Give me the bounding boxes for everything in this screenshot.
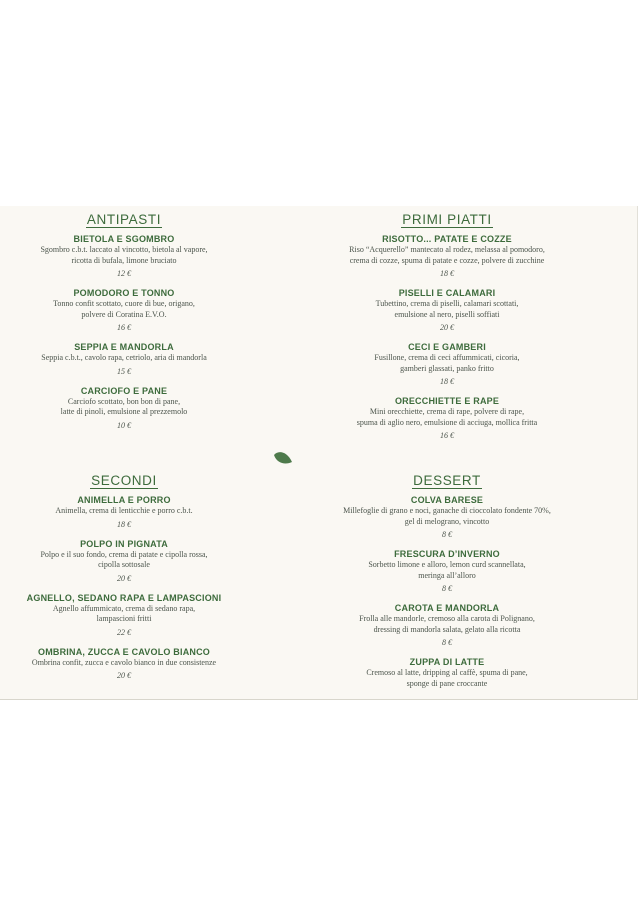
dish-price: 16 € [117, 323, 131, 332]
dish-price: 8 € [442, 530, 452, 539]
menu-item [2, 593, 246, 638]
section-title: DESSERT [413, 473, 481, 488]
menu-sheet [0, 206, 638, 700]
dish-name: BIETOLA E SGOMBRO [73, 234, 175, 244]
dish-description: Agnello affummicato, crema di sedano rapa, [52, 603, 196, 613]
dish-description: ricotta di bufala, limone bruciato [71, 255, 177, 265]
dish-description: spuma di aglio nero, emulsione di acciuga, mollica fritta [356, 417, 538, 427]
section-title: ANTIPASTI [86, 212, 162, 227]
dish-name: COLVA BARESE [410, 495, 484, 505]
dish-description: Millefoglie di grano e noci, ganache di cioccolato fondente 70%, [343, 506, 551, 515]
dish-description: meringa all’alloro [418, 570, 476, 580]
dish-price: 12 € [117, 269, 131, 278]
dish-price: 18 € [117, 519, 131, 529]
item-list [326, 234, 568, 441]
dish-description: gel di melograno, vincotto [404, 516, 490, 526]
dish-name: ANIMELLA E PORRO [77, 495, 171, 505]
menu-item [326, 396, 568, 441]
section-antipasti [2, 211, 246, 440]
dish-name: RISOTTO... PATATE E COZZE [382, 234, 512, 244]
dish-description: Ombrina confit, zucca e cavolo bianco in due consistenze [31, 657, 217, 667]
dish-price: 8 € [442, 584, 452, 593]
menu-item [2, 386, 246, 431]
menu-item [326, 657, 568, 689]
dish-name: PISELLI E CALAMARI [398, 288, 496, 298]
dish-description: Cremoso al latte, dripping al caffè, spuma di pane, [366, 668, 528, 677]
dish-price: 20 € [117, 671, 131, 680]
menu-item [2, 539, 246, 584]
dish-price: 16 € [440, 431, 454, 440]
menu-item [2, 342, 246, 377]
dish-name: POLPO IN PIGNATA [80, 538, 168, 549]
dish-description: emulsione al nero, piselli soffiati [394, 309, 500, 319]
item-list [2, 234, 246, 431]
item-list [326, 495, 568, 689]
section-title: SECONDI [91, 473, 157, 488]
dish-description: Tonno confit scottato, cuore di bue, origano, [53, 299, 195, 308]
dish-description: dressing di mandorla salata, gelato alla ricotta [373, 624, 521, 634]
section-title: PRIMI PIATTI [402, 212, 492, 227]
menu-item [326, 234, 568, 279]
dish-description: polvere di Coratina E.V.O. [81, 309, 167, 319]
dish-description: Carciofo scottato, bon bon di pane, [67, 396, 181, 406]
menu-item [326, 288, 568, 333]
dish-price: 15 € [117, 366, 131, 376]
dish-description: Sgombro c.b.t. laccato al vincotto, bietola al vapore, [40, 245, 208, 254]
menu-item [2, 234, 246, 279]
dish-description: Riso “Acquerello” mantecato al rodez, melassa al pomodoro, [349, 245, 545, 254]
dish-price: 10 € [117, 420, 131, 430]
dish-name: CECI E GAMBERI [408, 342, 486, 352]
menu-item [2, 647, 246, 682]
section-dessert [326, 472, 568, 698]
menu-item [2, 495, 246, 530]
dish-name: OMBRINA, ZUCCA E CAVOLO BIANCO [38, 646, 210, 657]
dish-description: Fusillone, crema di ceci affummicati, cicoria, [374, 353, 520, 362]
dish-name: CAROTA E MANDORLA [394, 603, 500, 613]
dish-description: Tubettino, crema di piselli, calamari scottati, [375, 299, 519, 308]
dish-price: 20 € [440, 323, 454, 332]
dish-price: 18 € [440, 377, 454, 386]
dish-description: Seppia c.b.t., cavolo rapa, cetriolo, aria di mandorla [41, 353, 207, 362]
dish-description: Sorbetto limone e alloro, lemon curd scannellata, [368, 560, 526, 569]
dish-description: sponge di pane croccante [406, 678, 488, 688]
leaf-icon [273, 450, 293, 466]
dish-description: Frolla alle mandorle, cremoso alla carota di Polignano, [359, 614, 535, 623]
dish-description: lampascioni fritti [96, 614, 152, 623]
menu-item [326, 603, 568, 648]
item-list [2, 495, 246, 681]
dish-name: CARCIOFO E PANE [80, 385, 168, 396]
menu-item [326, 342, 568, 387]
dish-name: ORECCHIETTE E RAPE [394, 396, 500, 406]
dish-price: 22 € [117, 627, 131, 637]
menu-item [2, 288, 246, 333]
dish-price: 18 € [440, 269, 454, 278]
dish-price: 20 € [117, 573, 131, 583]
dish-description: Animella, crema di lenticchie e porro c.b.t. [55, 506, 193, 515]
dish-description: gamberi glassati, panko fritto [400, 363, 494, 373]
dish-name: POMODORO E TONNO [73, 288, 175, 298]
section-primi-piatti [326, 211, 568, 450]
dish-description: cipolla sottosale [98, 560, 150, 569]
menu-item [326, 549, 568, 594]
dish-description: latte di pinoli, emulsione al prezzemolo [60, 407, 188, 416]
dish-name: ZUPPA DI LATTE [409, 657, 485, 667]
dish-name: SEPPIA E MANDORLA [74, 342, 174, 352]
dish-description: Polpo e il suo fondo, crema di patate e cipolla rossa, [40, 549, 208, 559]
dish-name: FRESCURA D’INVERNO [394, 549, 500, 559]
dish-description: crema di cozze, spuma di patate e cozze, polvere di zucchine [349, 255, 545, 265]
dish-description: Mini orecchiette, crema di rape, polvere di rape, [369, 407, 525, 416]
dish-price: 8 € [442, 638, 452, 647]
section-secondi [2, 472, 246, 690]
menu-item [326, 495, 568, 540]
dish-name: AGNELLO, SEDANO RAPA E LAMPASCIONI [26, 592, 222, 603]
